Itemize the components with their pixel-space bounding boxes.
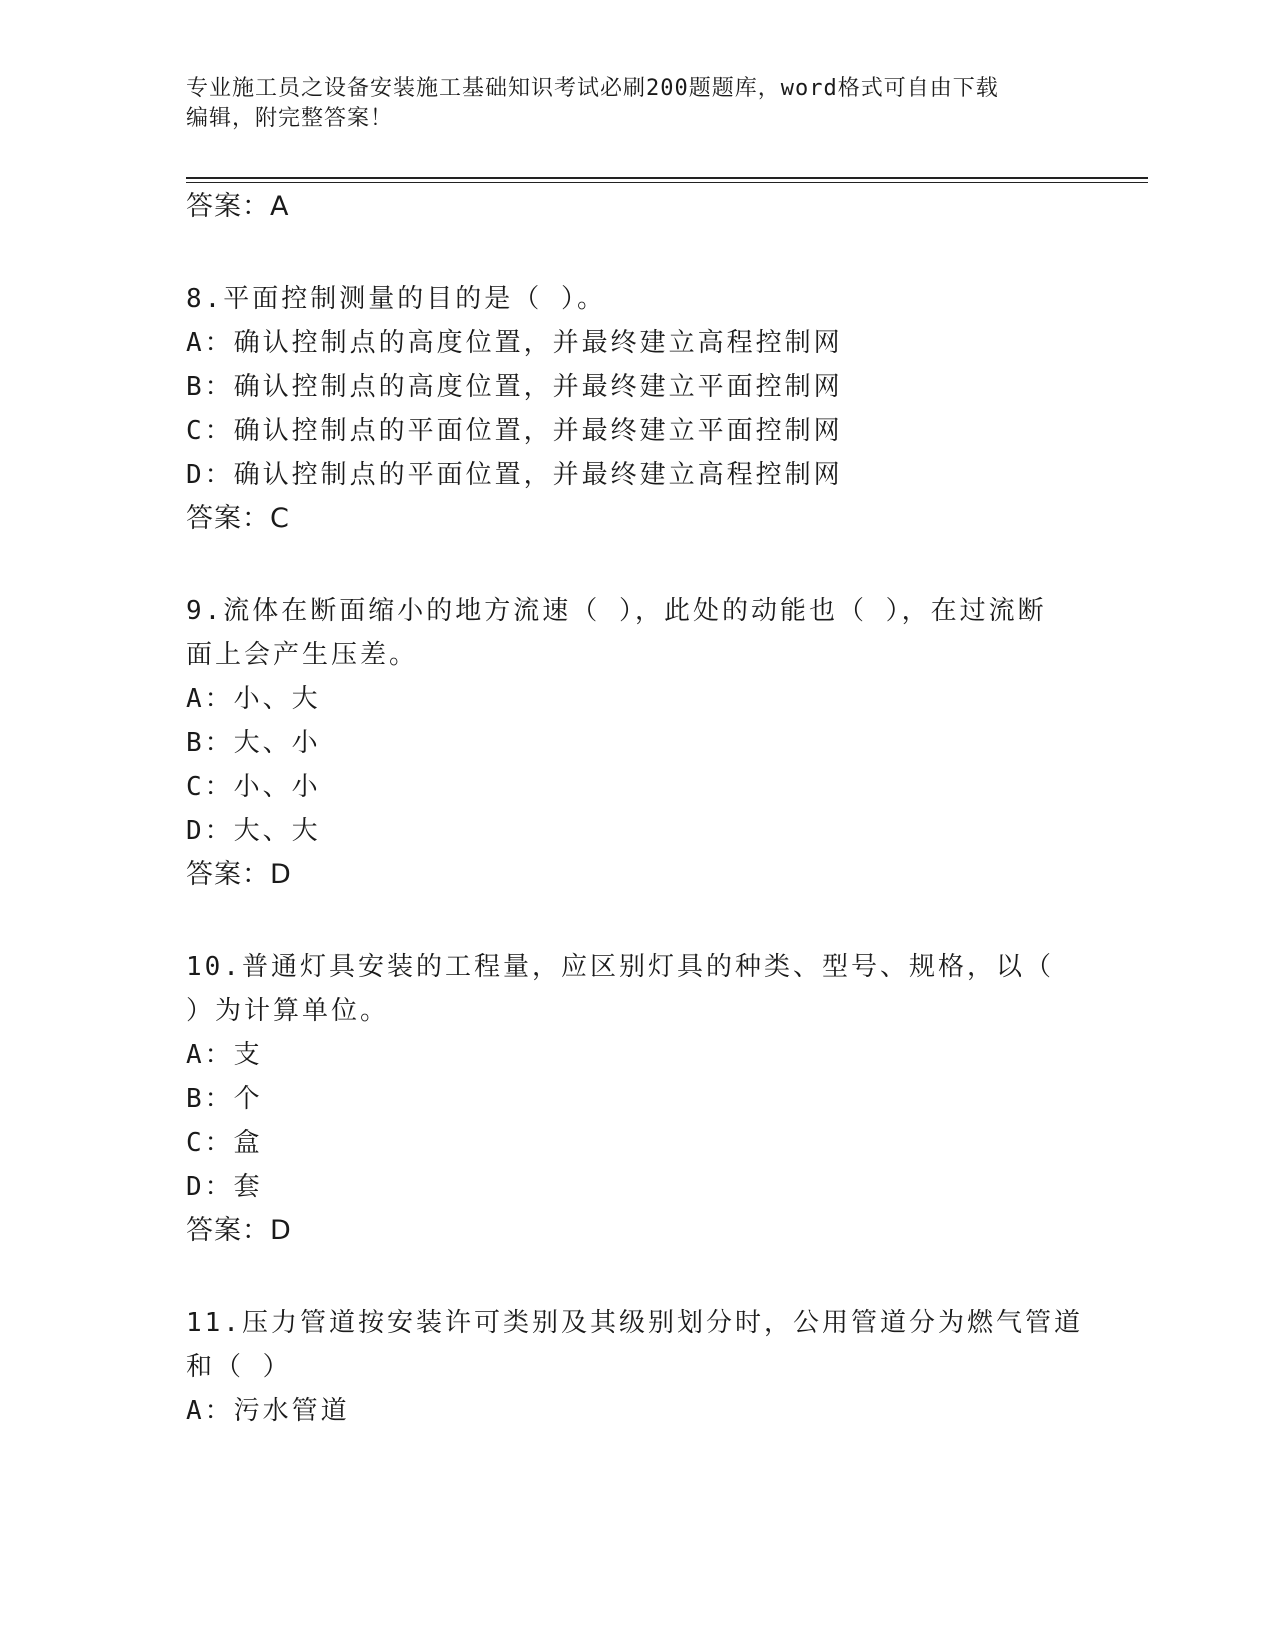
document-header — [186, 74, 1086, 134]
question-stem-continued: 面上会产生压差。 — [186, 640, 419, 670]
header-line-1: 专业施工员之设备安装施工基础知识考试必刷200题题库，word格式可自由下载 — [186, 76, 999, 101]
header-divider-thick — [186, 177, 1148, 179]
option-d: D：确认控制点的平面位置，并最终建立高程控制网 — [186, 460, 843, 490]
option-a: A：支 — [186, 1040, 263, 1070]
question-stem: 9.流体在断面缩小的地方流速（ ），此处的动能也（ ），在过流断 — [186, 596, 1047, 626]
header-line-2: 编辑，附完整答案！ — [186, 106, 394, 131]
question-stem: 10.普通灯具安装的工程量，应区别灯具的种类、型号、规格，以（ — [186, 952, 1054, 982]
option-a: A：污水管道 — [186, 1396, 350, 1426]
option-a: A：确认控制点的高度位置，并最终建立高程控制网 — [186, 328, 843, 358]
option-b: B：大、小 — [186, 728, 321, 758]
answer-line: 答案：D — [186, 1215, 292, 1246]
question-stem: 11.压力管道按安装许可类别及其级别划分时，公用管道分为燃气管道 — [186, 1308, 1083, 1338]
question-stem-continued: ）为计算单位。 — [186, 996, 390, 1026]
answer-line: 答案：D — [186, 859, 292, 890]
question-stem-continued: 和（ ） — [186, 1352, 292, 1382]
answer-line: 答案：C — [186, 503, 290, 534]
option-c: C：盒 — [186, 1128, 263, 1158]
option-b: B：个 — [186, 1084, 263, 1114]
option-c: C：小、小 — [186, 772, 321, 802]
answer-line: 答案：A — [186, 191, 290, 222]
option-d: D：套 — [186, 1172, 263, 1202]
question-stem: 8.平面控制测量的目的是（ ）。 — [186, 284, 606, 314]
option-a: A：小、大 — [186, 684, 321, 714]
header-divider-thin — [186, 182, 1148, 183]
option-c: C：确认控制点的平面位置，并最终建立平面控制网 — [186, 416, 843, 446]
option-b: B：确认控制点的高度位置，并最终建立平面控制网 — [186, 372, 843, 402]
option-d: D：大、大 — [186, 816, 321, 846]
